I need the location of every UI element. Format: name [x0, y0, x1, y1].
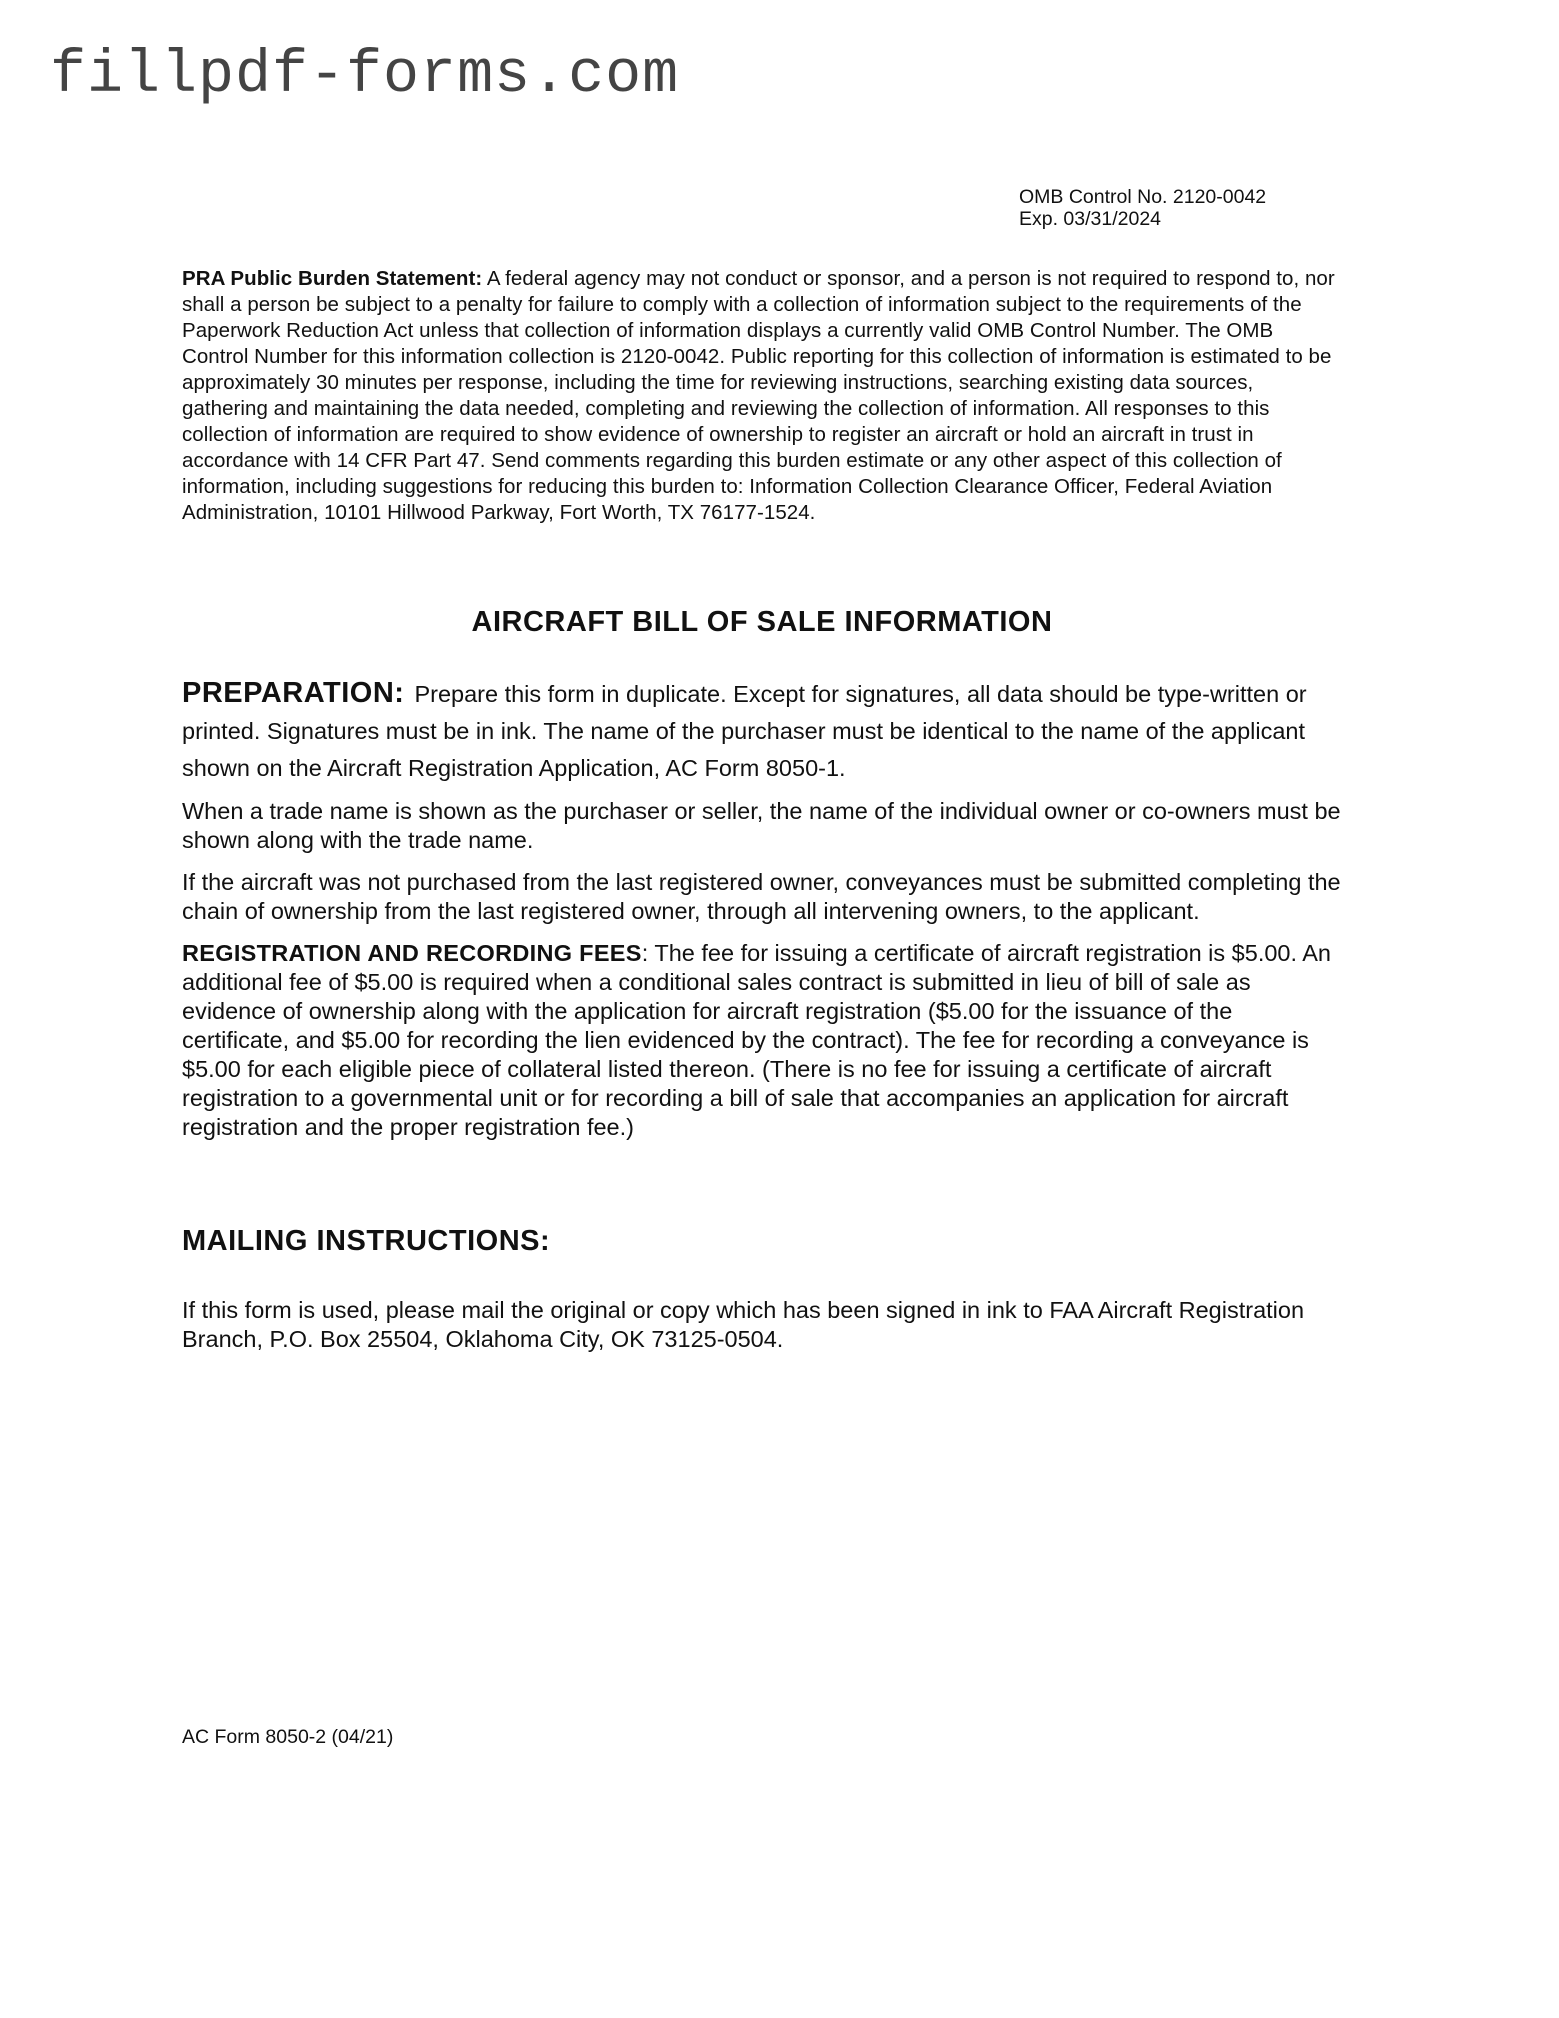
mailing-heading: MAILING INSTRUCTIONS:: [182, 1225, 551, 1257]
page-title: AIRCRAFT BILL OF SALE INFORMATION: [471, 606, 1053, 638]
fees-label: REGISTRATION AND RECORDING FEES: [182, 940, 642, 966]
trade-name-paragraph: When a trade name is shown as the purchaser or seller, the name of the individual owner or co-owners must be shown along with the trade name.: [182, 798, 1341, 853]
burden-statement: [182, 266, 1342, 526]
instructions: [182, 675, 1342, 1155]
omb-expiration: Exp. 03/31/2024: [1019, 208, 1162, 230]
preparation-text: Prepare this form in duplicate. Except for signatures, all data should be type-written or printed. Signatures must be in ink. The name of the purchaser must be identical to the name of the applicant shown on the Aircraft Registration Application, AC Form 8050-1.: [182, 681, 1307, 781]
fees-text: : The fee for issuing a certificate of aircraft registration is $5.00. An additional fee of $5.00 is required when a conditional sales contract is submitted in lieu of bill of sale as evidence of ownership along with the application for aircraft registration ($5.00 for the issuance of the certificate, and $5.00 for recording the lien evidenced by the contract). The fee for recording a conveyance is $5.00 for each eligible piece of collateral listed thereon. (There is no fee for issuing a certificate of aircraft registration to a governmental unit or for recording a bill of sale that accompanies an application for aircraft registration and the proper registration fee.): [182, 940, 1331, 1140]
fees-paragraph: [182, 939, 1342, 1142]
mailing-text: If this form is used, please mail the original or copy which has been signed in ink to FAA Aircraft Registration Branch, P.O. Box 25504, Oklahoma City, OK 73125-0504.: [182, 1297, 1305, 1352]
chain-of-ownership-paragraph: If the aircraft was not purchased from the last registered owner, conveyances must be submitted completing the chain of ownership from the last registered owner, through all intervening owners, to the applicant.: [182, 869, 1341, 924]
preparation-paragraph: [182, 675, 1342, 787]
omb-control-number: OMB Control No. 2120-0042: [1019, 186, 1267, 208]
form-number: AC Form 8050-2 (04/21): [182, 1726, 394, 1748]
preparation-label: PREPARATION:: [182, 677, 405, 709]
burden-label: PRA Public Burden Statement:: [182, 267, 483, 290]
watermark: fillpdf-forms.com: [50, 42, 680, 110]
omb-block: [1019, 186, 1266, 230]
burden-text: A federal agency may not conduct or sponsor, and a person is not required to respond to, nor shall a person be subject to a penalty for failure to comply with a collection of information subject to the requirements of the Paperwork Reduction Act unless that collection of information displays a currently valid OMB Control Number. The OMB Control Number for this information collection is 2120-0042. Public reporting for this collection of information is estimated to be approximately 30 minutes per response, including the time for reviewing instructions, searching existing data sources, gathering and maintaining the data needed, completing and reviewing the collection of information. All responses to this collection of information are required to show evidence of ownership to register an aircraft or hold an aircraft in trust in accordance with 14 CFR Part 47. Send comments regarding this burden estimate or any other aspect of this collection of information, including suggestions for reducing this burden to: Information Collection Clearance Officer, Federal Aviation Administration, 10101 Hillwood Parkway, Fort Worth, TX 76177-1524.: [182, 267, 1335, 524]
